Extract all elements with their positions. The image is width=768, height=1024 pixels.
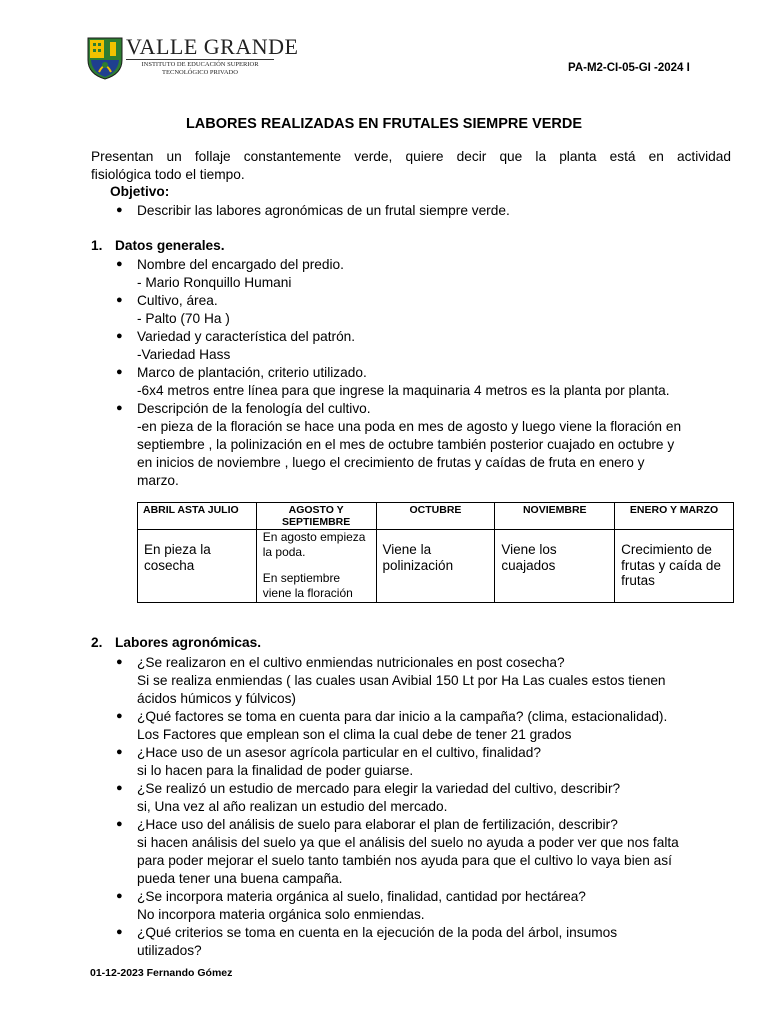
- table-cell: Viene la polinización: [376, 530, 495, 603]
- list-item: [137, 292, 737, 328]
- bullet-icon: ●: [116, 746, 123, 758]
- section-2-heading: [91, 635, 261, 650]
- table-header-cell: AGOSTO Y SEPTIEMBRE: [256, 503, 376, 530]
- section-2-title: Labores agronómicas.: [115, 635, 262, 650]
- answer-text: ácidos húmicos y fúlvicos): [137, 691, 296, 706]
- list-item: [137, 328, 737, 364]
- table-cell: Viene los cuajados: [495, 530, 615, 603]
- answer-text: -en pieza de la floración se hace una poda en mes de agosto y luego viene la floración en: [137, 419, 682, 434]
- table-header-cell: ABRIL ASTA JULIO: [138, 503, 257, 530]
- question-text: ¿Se realizaron en el cultivo enmiendas nutricionales en post cosecha?: [137, 655, 565, 670]
- bullet-icon: ●: [116, 656, 123, 668]
- document-title: LABORES REALIZADAS EN FRUTALES SIEMPRE VERDE: [185, 116, 583, 132]
- institution-subtitle-2: TECNOLÓGICO PRIVADO: [162, 69, 238, 76]
- question-text: ¿Se incorpora materia orgánica al suelo, finalidad, cantidad por hectárea?: [137, 889, 586, 904]
- question-text: Variedad y característica del patrón.: [137, 329, 356, 344]
- list-item: [137, 744, 737, 780]
- answer-text: No incorpora materia orgánica solo enmiendas.: [137, 907, 425, 922]
- list-item: [137, 924, 737, 960]
- question-text: Descripción de la fenología del cultivo.: [137, 401, 371, 416]
- answer-text: -6x4 metros entre línea para que ingrese la maquinaria 4 metros es la planta por planta.: [137, 383, 670, 398]
- question-text: ¿Hace uso del análisis de suelo para elaborar el plan de fertilización, describir?: [137, 817, 618, 832]
- table-cell: Crecimiento de frutas y caída de frutas: [615, 530, 734, 603]
- list-item: [137, 654, 737, 708]
- intro-line-2: fisiológica todo el tiempo.: [91, 167, 245, 182]
- bullet-icon: ●: [116, 258, 123, 270]
- table-cell: En pieza la cosecha: [138, 530, 257, 603]
- bullet-icon: ●: [116, 204, 123, 216]
- table-header-cell: OCTUBRE: [376, 503, 495, 530]
- answer-text: para poder mejorar el suelo tanto también nos ayuda para que el cultivo lo vaya bien así: [137, 853, 672, 868]
- table-row: [138, 530, 734, 603]
- answer-text: marzo.: [137, 473, 179, 488]
- answer-text: utilizados?: [137, 943, 202, 958]
- question-text: ¿Qué factores se toma en cuenta para dar inicio a la campaña? (clima, estacionalidad).: [137, 709, 668, 724]
- question-text: ¿Qué criterios se toma en cuenta en la ejecución de la poda del árbol, insumos: [137, 925, 618, 940]
- list-item: [137, 708, 737, 744]
- intro-paragraph: [91, 148, 731, 184]
- objective-label: Objetivo:: [110, 184, 170, 199]
- cell-line: En agosto empieza la poda.: [262, 530, 366, 559]
- table-header-row: [138, 503, 734, 530]
- bullet-icon: ●: [116, 366, 123, 378]
- list-item: [137, 400, 737, 490]
- answer-text: septiembre , la polinización en el mes de octubre también posterior cuajado en octubre y: [137, 437, 675, 452]
- bullet-icon: ●: [116, 782, 123, 794]
- question-text: Cultivo, área.: [137, 293, 218, 308]
- cell-line: En septiembre viene la floración: [262, 571, 353, 600]
- cell-spacer: [263, 559, 371, 571]
- answer-text: -Variedad Hass: [137, 347, 231, 362]
- intro-line-1: Presentan un follaje constantemente verde, quiere decir que la planta está en actividad: [91, 149, 731, 164]
- answer-text: en inicios de noviembre , luego el crecimiento de frutas y caídas de fruta en enero y: [137, 455, 645, 470]
- bullet-icon: ●: [116, 294, 123, 306]
- bullet-icon: ●: [116, 890, 123, 902]
- bullet-icon: ●: [116, 330, 123, 342]
- table-header-cell: ENERO Y MARZO: [615, 503, 734, 530]
- question-text: Marco de plantación, criterio utilizado.: [137, 365, 367, 380]
- answer-text: pueda tener una buena campaña.: [137, 871, 343, 886]
- page-header: [86, 34, 686, 84]
- crest-logo-icon: [86, 36, 124, 80]
- answer-text: Si se realiza enmiendas ( las cuales usan Avibial 150 Lt por Ha Las cuales estos tienen: [137, 673, 666, 688]
- answer-text: si hacen análisis del suelo ya que el análisis del suelo no ayuda a poder ver que nos falta: [137, 835, 679, 850]
- question-text: ¿Se realizó un estudio de mercado para elegir la variedad del cultivo, describir?: [137, 781, 621, 796]
- section-1-title: Datos generales.: [115, 238, 225, 253]
- list-item: [137, 364, 737, 400]
- section-2-number: 2.: [91, 635, 103, 650]
- institution-brand: [126, 34, 299, 77]
- bullet-icon: ●: [116, 926, 123, 938]
- question-text: ¿Hace uso de un asesor agrícola particular en el cultivo, finalidad?: [137, 745, 542, 760]
- institution-subtitle-1: INSTITUTO DE EDUCACIÓN SUPERIOR: [141, 61, 259, 68]
- answer-text: si, Una vez al año realizan un estudio del mercado.: [137, 799, 448, 814]
- answer-text: Los Factores que emplean son el clima la cual debe de tener 21 grados: [137, 727, 572, 742]
- section-1-heading: [91, 238, 225, 253]
- list-item: [137, 888, 737, 924]
- answer-text: si lo hacen para la finalidad de poder guiarse.: [137, 763, 414, 778]
- footer-author-date: 01-12-2023 Fernando Gómez: [90, 967, 233, 979]
- objective-item: Describir las labores agronómicas de un frutal siempre verde.: [137, 203, 510, 218]
- bullet-icon: ●: [116, 402, 123, 414]
- question-text: Nombre del encargado del predio.: [137, 257, 344, 272]
- answer-text: - Mario Ronquillo Humani: [137, 275, 292, 290]
- table-cell: [256, 530, 376, 603]
- list-item: [137, 780, 737, 816]
- list-item: [137, 816, 737, 888]
- bullet-icon: ●: [116, 818, 123, 830]
- institution-name: VALLE GRANDE: [126, 34, 299, 59]
- brand-divider: [126, 59, 274, 60]
- phenology-table: [137, 502, 734, 603]
- table-header-cell: NOVIEMBRE: [495, 503, 615, 530]
- bullet-icon: ●: [116, 710, 123, 722]
- list-item: [137, 256, 737, 292]
- document-code: PA-M2-CI-05-GI -2024 I: [568, 62, 690, 74]
- answer-text: - Palto (70 Ha ): [137, 311, 230, 326]
- section-1-number: 1.: [91, 238, 103, 253]
